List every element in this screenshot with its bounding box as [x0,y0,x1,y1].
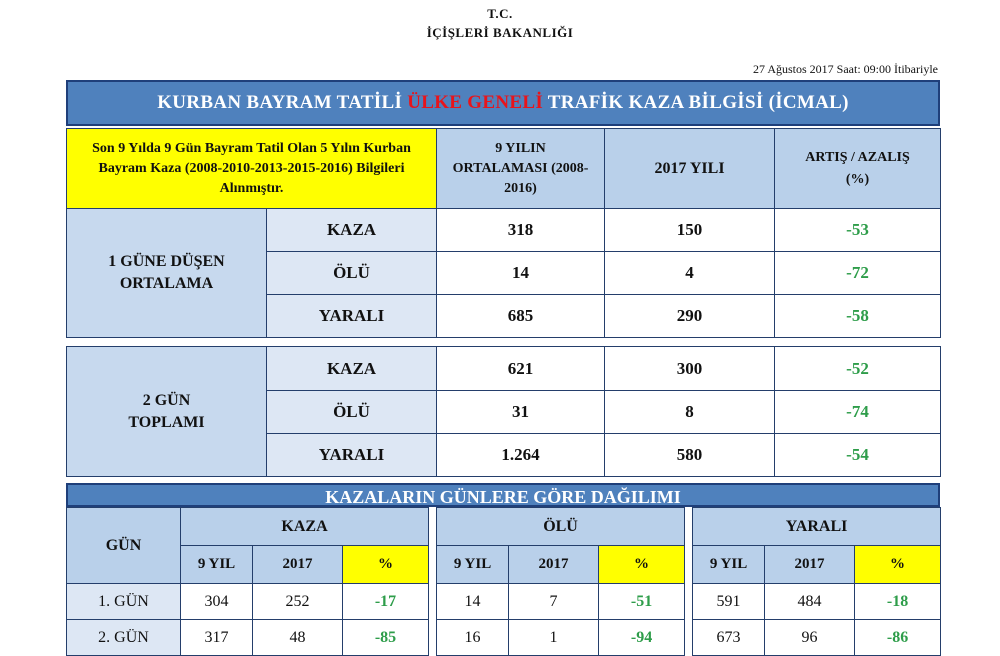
group-yarali-header: YARALI [693,508,941,546]
avg-value: 318 [437,209,605,252]
year-value: 580 [605,434,775,477]
row-label: KAZA [267,209,437,252]
day-label: 2. GÜN [67,620,181,656]
yarali-2017: 96 [765,620,855,656]
avg-value: 685 [437,295,605,338]
yarali-percent: -18 [855,584,941,620]
change-value: -72 [775,252,941,295]
kaza-percent: -85 [343,620,429,656]
year-value: 150 [605,209,775,252]
sub-9yil: 9 YIL [181,546,253,584]
report-title: KURBAN BAYRAM TATİLİ ÜLKE GENELİ TRAFİK KAZA BİLGİSİ (İCMAL) [66,80,940,126]
yarali-2017: 484 [765,584,855,620]
change-value: -54 [775,434,941,477]
date-text: 27 Ağustos 2017 Saat: 09:00 İtibariyle [753,62,938,76]
title-highlight: ÜLKE GENELİ [407,92,544,113]
avg-value: 31 [437,391,605,434]
row-label: KAZA [267,347,437,391]
report-table [66,80,940,656]
year-value: 300 [605,347,775,391]
row-label: ÖLÜ [267,391,437,434]
change-value: -74 [775,391,941,434]
section2-label: 2 GÜN TOPLAMI [67,347,267,477]
olu-2017: 7 [509,584,599,620]
group-kaza-header: KAZA [181,508,429,546]
yarali-percent: -86 [855,620,941,656]
kaza-2017: 252 [253,584,343,620]
change-value: -53 [775,209,941,252]
table-row [67,620,941,656]
daily-title: KAZALARIN GÜNLERE GÖRE DAĞILIMI [66,483,940,507]
daily-table [66,507,941,656]
sub-percent: % [855,546,941,584]
year-value: 290 [605,295,775,338]
change-value: -52 [775,347,941,391]
kaza-2017: 48 [253,620,343,656]
table-row [67,584,941,620]
gun-header: GÜN [67,508,181,584]
olu-9yil: 14 [437,584,509,620]
year-value: 8 [605,391,775,434]
olu-percent: -94 [599,620,685,656]
info-box: Son 9 Yılda 9 Gün Bayram Tatil Olan 5 Yılın Kurban Bayram Kaza (2008-2010-2013-2015-2016) Bilgileri Alınmıştır. [67,129,437,209]
row-label: YARALI [267,295,437,338]
kaza-9yil: 304 [181,584,253,620]
olu-percent: -51 [599,584,685,620]
section1-label: 1 GÜNE DÜŞEN ORTALAMA [67,209,267,338]
col-change-header: ARTIŞ / AZALIŞ (%) [775,129,941,209]
yarali-9yil: 591 [693,584,765,620]
kaza-9yil: 317 [181,620,253,656]
day-label: 1. GÜN [67,584,181,620]
year-value: 4 [605,252,775,295]
summary-table [66,128,941,338]
group-olu-header: ÖLÜ [437,508,685,546]
sub-2017: 2017 [253,546,343,584]
col-avg-header: 9 YILIN ORTALAMASI (2008-2016) [437,129,605,209]
header-line1: T.C. [487,6,513,21]
col-year-header: 2017 YILI [605,129,775,209]
total-table [66,346,941,477]
avg-value: 621 [437,347,605,391]
header-ministry: İÇİŞLERİ BAKANLIĞI [426,25,574,40]
sub-percent: % [599,546,685,584]
sub-percent: % [343,546,429,584]
change-value: -58 [775,295,941,338]
olu-9yil: 16 [437,620,509,656]
kaza-percent: -17 [343,584,429,620]
avg-value: 14 [437,252,605,295]
sub-2017: 2017 [765,546,855,584]
sub-9yil: 9 YIL [437,546,509,584]
sub-2017: 2017 [509,546,599,584]
row-label: YARALI [267,434,437,477]
avg-value: 1.264 [437,434,605,477]
sub-9yil: 9 YIL [693,546,765,584]
yarali-9yil: 673 [693,620,765,656]
row-label: ÖLÜ [267,252,437,295]
olu-2017: 1 [509,620,599,656]
